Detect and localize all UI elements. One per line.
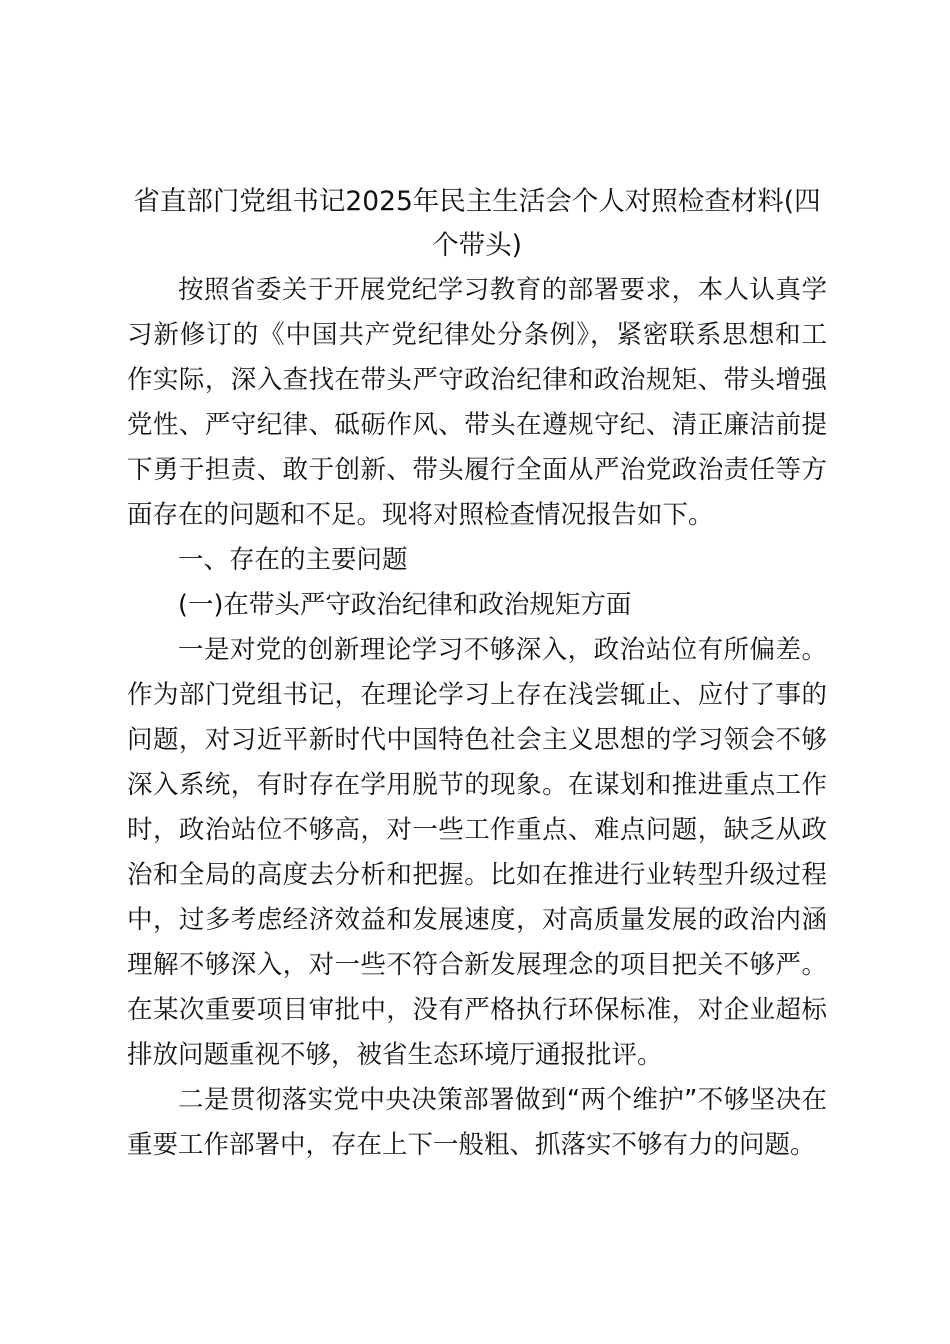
document-title: 省直部门党组书记2025年民主生活会个人对照检查材料(四个带头) bbox=[133, 186, 821, 261]
subsection-heading-political-discipline: (一)在带头严守政治纪律和政治规矩方面 bbox=[178, 590, 632, 620]
paragraph-point-two: 二是贯彻落实党中央决策部署做到“两个维护”不够坚决在重要工作部署中，存在上下一般粗、抓落实不够有力的问题。 bbox=[127, 1085, 827, 1160]
paragraph-intro: 按照省委关于开展党纪学习教育的部署要求，本人认真学习新修订的《中国共产党纪律处分条例》，紧密联系思想和工作实际，深入查找在带头严守政治纪律和政治规矩、带头增强党性、严守纪律、砥砺作风、带头在遵规守纪、清正廉洁前提下勇于担责、敢于创新、带头履行全面从严治党政治责任等方面存在的问题和不足。现将对照检查情况报告如下。 bbox=[127, 275, 827, 530]
document-content bbox=[127, 180, 827, 1168]
section-heading-main-problems: 一、存在的主要问题 bbox=[178, 545, 408, 575]
paragraph-point-one: 一是对党的创新理论学习不够深入，政治站位有所偏差。作为部门党组书记，在理论学习上存在浅尝辄止、应付了事的问题，对习近平新时代中国特色社会主义思想的学习领会不够深入系统，有时存在学用脱节的现象。在谋划和推进重点工作时，政治站位不够高，对一些工作重点、难点问题，缺乏从政治和全局的高度去分析和把握。比如在推进行业转型升级过程中，过多考虑经济效益和发展速度，对高质量发展的政治内涵理解不够深入，对一些不符合新发展理念的项目把关不够严。在某次重要项目审批中，没有严格执行环保标准，对企业超标排放问题重视不够，被省生态环境厅通报批评。 bbox=[127, 635, 827, 1070]
